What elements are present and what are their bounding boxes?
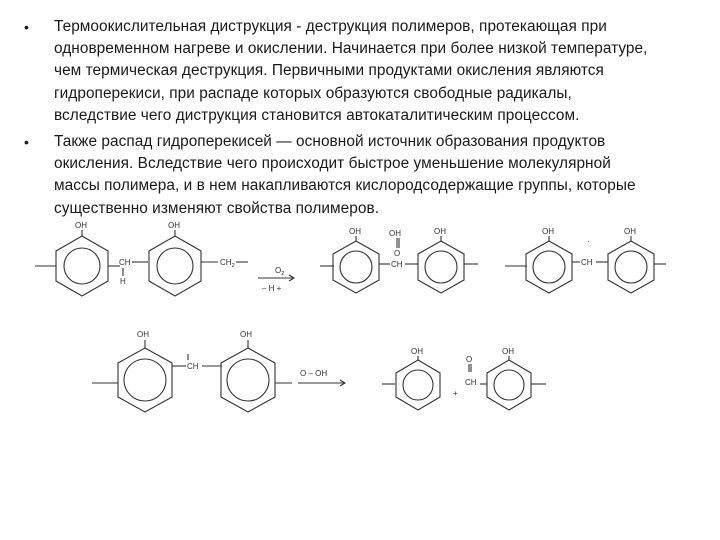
paragraph-line: Термоокислительная диструкция - деструкция полимеров, протекающая при: [54, 18, 607, 35]
hydroxyl-label: OH: [411, 347, 423, 356]
hydroxyl-label: OH: [624, 227, 636, 236]
o2-subscript: 2: [281, 271, 285, 277]
benzene-ring-7: [118, 348, 172, 412]
benzene-ring-4: [418, 241, 464, 293]
hydroxyl-label: OH: [168, 221, 180, 230]
o-oh-label: O – OH: [300, 369, 328, 378]
ch2-main: CH: [220, 258, 232, 267]
bullet-marker: •: [24, 19, 29, 35]
hydroxyl-label: OH: [349, 227, 361, 236]
hydroxyl-label: OH: [240, 330, 252, 339]
benzene-ring-3: [333, 241, 379, 293]
ch2-subscript: 2: [231, 263, 235, 269]
benzene-ring-2: [149, 236, 201, 296]
oxygen-label: O: [394, 249, 401, 258]
benzene-ring-8: [221, 348, 275, 412]
hydroxyl-label: OH: [75, 221, 87, 230]
bullet-marker: •: [24, 134, 29, 150]
o2-main: O: [275, 266, 282, 275]
paragraph-line: вследствие чего диструкция становится автокаталитическим процессом.: [54, 106, 580, 124]
ch-label: CH: [465, 378, 477, 387]
hydroxyl-label: OH: [137, 330, 149, 339]
paragraph-line: Также распад гидроперекисей — основной источник образования продуктов: [54, 133, 606, 150]
hydroxyl-label: OH: [502, 347, 514, 356]
benzene-ring-9: [396, 360, 440, 410]
plus-sign: +: [453, 389, 458, 398]
hydroxyl-label: OH: [434, 227, 446, 236]
benzene-ring-5: [526, 241, 572, 293]
benzene-ring-1: [56, 236, 108, 296]
paragraph-line: чем термическая деструкция. Первичными продуктами окисления являются: [54, 62, 604, 80]
ch-label: CH: [119, 258, 131, 267]
benzene-ring-10: [487, 360, 531, 410]
minus-h-label: – H +: [262, 284, 282, 293]
oxygen-label: O: [466, 355, 473, 364]
paragraph-line: окисления. Вследствие чего происходит быстрое уменьшение молекулярной: [54, 155, 611, 173]
paragraph-line: гидроперекиси, при распаде которых образуются свободные радикалы,: [54, 84, 572, 102]
paragraph-line: массы полимера, и в нем накапливаются кислородсодержащие группы, которые: [54, 177, 636, 195]
ch-label: CH: [391, 260, 403, 269]
benzene-ring-6: [608, 241, 654, 293]
arrow-cleavage: [298, 380, 345, 386]
ch2-label: [220, 258, 235, 269]
hydroxyl-label: OH: [542, 227, 554, 236]
arrow-o2: [258, 275, 294, 281]
ch-label: CH: [187, 362, 199, 371]
h-label: H: [120, 277, 126, 286]
radical-dot: ·: [587, 237, 590, 246]
paragraph-line: существенно изменяют свойства полимеров.: [54, 199, 380, 217]
ch-label: CH: [581, 258, 593, 267]
hydroxyl-label: OH: [389, 229, 401, 238]
o2-label: [275, 266, 284, 277]
paragraph-line: одновременном нагреве и окислении. Начинается при более низкой температуре,: [54, 40, 648, 58]
